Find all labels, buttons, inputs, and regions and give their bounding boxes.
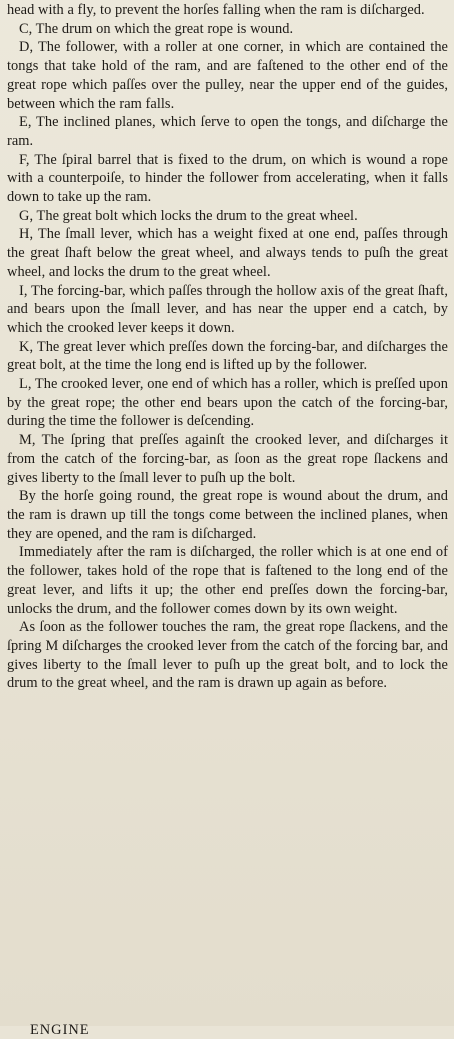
- paragraph-k-great-lever: K, The great lever which preſſes down the forcing-bar, and diſcharges the great bolt, at the time the long end is lifted up by the follower.: [7, 338, 448, 374]
- paragraph-h-small-lever: H, The ſmall lever, which has a weight fixed at one end, paſſes through the great ſhaft below the great wheel, and always tends to puſh the great wheel, and locks the drum to the great wheel.: [7, 226, 448, 280]
- paragraph-d-follower: D, The follower, with a roller at one corner, in which are contained the tongs that take hold of the ram, and are faſtened to the other end of the great rope which paſſes over the pulley, near the upper end of the guides, between which the ram falls.: [7, 39, 448, 112]
- paragraph-c-drum: C, The drum on which the great rope is wound.: [19, 20, 294, 37]
- paragraph-immediately-after: Immediately after the ram is diſcharged, the roller which is at one end of the follower, takes hold of the rope that is faſtened to the long end of the great lever, and lifts it up; the other end preſſes down the forcing-bar, unlocks the drum, and the follower comes down by its own weight.: [7, 544, 448, 617]
- paragraph-e-inclined-planes: E, The inclined planes, which ſerve to open the tongs, and diſcharge the ram.: [7, 114, 448, 149]
- paragraph-as-soon-as: As ſoon as the follower touches the ram, the great rope ſlackens, and the ſpring M diſcharges the crooked lever from the catch of the forcing bar, and gives liberty to the ſmall lever to puſh up the great bolt, and to lock the drum to the great wheel, and the ram is drawn up again as before.: [7, 619, 448, 692]
- paragraph-f-spiral-barrel: F, The ſpiral barrel that is fixed to the drum, on which is wound a rope with a counterpoiſe, to hinder the follower from accelerating, when it falls down to take up the ram.: [7, 151, 448, 206]
- paragraph-i-forcing-bar: I, The forcing-bar, which paſſes through the hollow axis of the great ſhaft, and bears upon the ſmall lever, and has near the upper end a catch, by which the crooked lever keeps it down.: [7, 282, 448, 336]
- paragraph-m-spring: M, The ſpring that preſſes againſt the crooked lever, and diſcharges it from the catch of the forcing-bar, as ſoon as the great rope ſlackens and gives liberty to the ſmall lever to puſh up the bolt.: [7, 432, 448, 486]
- paragraph-continuation: head with a fly, to prevent the horſes falling when the ram is diſcharged.: [7, 2, 425, 18]
- cut-off-next-heading: ENGINE: [30, 1022, 90, 1038]
- paragraph-l-crooked-lever: L, The crooked lever, one end of which has a roller, which is preſſed upon by the great rope; the other end bears upon the catch of the forcing-bar, during the time the follower is deſcending.: [7, 376, 448, 430]
- paragraph-horse-going-round: By the horſe going round, the great rope is wound about the drum, and the ram is drawn up till the tongs come between the inclined planes, when they are opened, and the ram is diſcharged.: [7, 488, 448, 542]
- paragraph-g-great-bolt: G, The great bolt which locks the drum to the great wheel.: [19, 207, 358, 224]
